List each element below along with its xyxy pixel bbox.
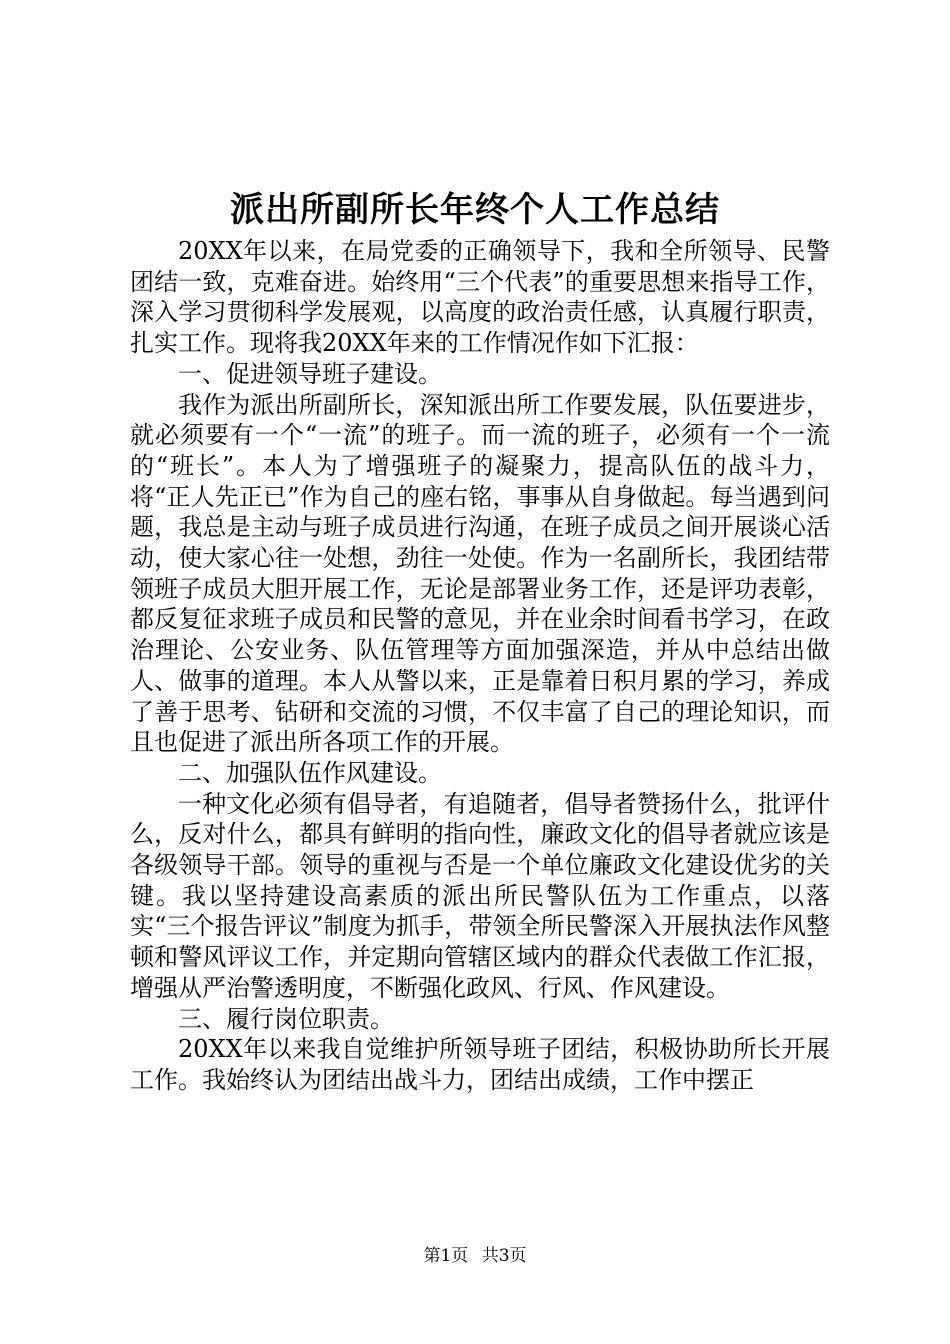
page-number: 第1页 xyxy=(423,1246,469,1266)
section-heading-2: 二、加强队伍作风建设。 xyxy=(178,758,442,787)
document-body xyxy=(130,236,830,1096)
page-total: 共3页 xyxy=(481,1246,527,1266)
section-heading-1: 一、促进领导班子建设。 xyxy=(178,359,442,388)
section-heading-3: 三、履行岗位职责。 xyxy=(178,1004,394,1033)
body-paragraph-3: 20XX年以来我自觉维护所领导班子团结，积极协助所长开展工作。我始终认为团结出战斗力，团结出成绩，工作中摆正 xyxy=(130,1035,830,1094)
page-footer xyxy=(0,1244,950,1268)
body-paragraph-2: 一种文化必须有倡导者，有追随者，倡导者赞扬什么，批评什么，反对什么，都具有鲜明的指向性，廉政文化的倡导者就应该是各级领导干部。领导的重视与否是一个单位廉政文化建设优劣的关键。我以坚持建设高素质的派出所民警队伍为工作重点，以落实“三个报告评议”制度为抓手，带领全所民警深入开展执法作风整顿和警风评议工作，并定期向管辖区域内的群众代表做工作汇报，增强从严治警透明度，不断强化政风、行风、作风建设。 xyxy=(130,789,830,1002)
body-paragraph-intro: 20XX年以来，在局党委的正确领导下，我和全所领导、民警团结一致，克难奋进。始终用“三个代表”的重要思想来指导工作，深入学习贯彻科学发展观，以高度的政治责任感，认真履行职责，扎实工作。现将我20XX年来的工作情况作如下汇报： xyxy=(130,237,830,358)
document-title: 派出所副所长年终个人工作总结 xyxy=(230,190,720,230)
body-paragraph-1: 我作为派出所副所长，深知派出所工作要发展，队伍要进步，就必须要有一个“一流”的班子。而一流的班子，必须有一个一流的“班长”。本人为了增强班子的凝聚力，提高队伍的战斗力，将“正人先正已”作为自己的座右铭，事事从自身做起。每当遇到问题，我总是主动与班子成员进行沟通，在班子成员之间开展谈心活动，使大家心往一处想，劲往一处使。作为一名副所长，我团结带领班子成员大胆开展工作，无论是部署业务工作，还是评功表彰，都反复征求班子成员和民警的意见，并在业余时间看书学习，在政治理论、公安业务、队伍管理等方面加强深造，并从中总结出做人、做事的道理。本人从警以来，正是靠着日积月累的学习，养成了善于思考、钻研和交流的习惯，不仅丰富了自己的理论知识，而且也促进了派出所各项工作的开展。 xyxy=(130,390,830,757)
